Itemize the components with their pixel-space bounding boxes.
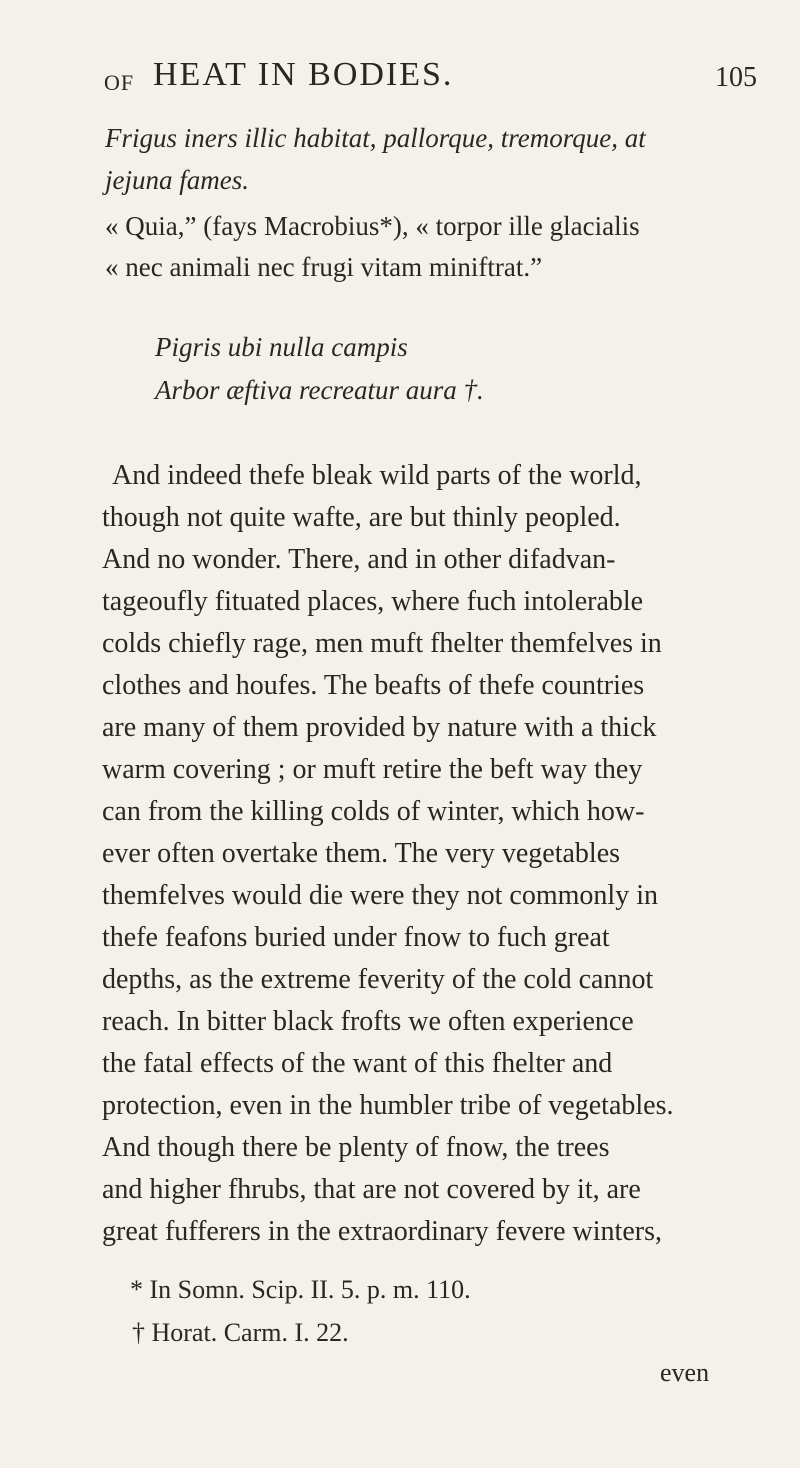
- text-line: Pigris ubi nulla campis: [155, 332, 408, 362]
- text-line: And though there be plenty of fnow, the trees: [102, 1132, 610, 1163]
- text-line: depths, as the extreme feverity of the cold cannot: [102, 964, 654, 995]
- text-line: ever often overtake them. The very vegetables: [102, 838, 621, 869]
- text-line: can from the killing colds of winter, which how-: [102, 796, 645, 827]
- footnote: † Horat. Carm. I. 22.: [132, 1318, 349, 1347]
- text-line: colds chiefly rage, men muft fhelter themfelves in: [102, 628, 662, 659]
- text-line: « Quia,” (fays Macrobius*), « torpor ille glacialis: [105, 211, 640, 241]
- footnote: * In Somn. Scip. II. 5. p. m. 110.: [130, 1275, 471, 1304]
- text-line: great fufferers in the extraordinary fevere winters,: [102, 1216, 662, 1247]
- text-line: are many of them provided by nature with a thick: [102, 712, 657, 743]
- text-line: And indeed thefe bleak wild parts of the world,: [112, 460, 642, 491]
- text-line: And no wonder. There, and in other difadvan-: [102, 544, 616, 575]
- text-line: clothes and houfes. The beafts of thefe countries: [102, 670, 645, 701]
- catchword: even: [660, 1358, 710, 1387]
- text-line: « nec animali nec frugi vitam miniftrat.”: [105, 252, 543, 282]
- text-line: tageoufly fituated places, where fuch intolerable: [102, 586, 644, 617]
- text-line: the fatal effects of the want of this fhelter and: [102, 1048, 613, 1079]
- text-line: warm covering ; or muft retire the beft way they: [102, 754, 643, 785]
- header-title: HEAT IN BODIES.: [153, 56, 454, 93]
- text-line: protection, even in the humbler tribe of vegetables.: [102, 1090, 674, 1121]
- text-line: thefe feafons buried under fnow to fuch great: [102, 922, 610, 953]
- text-line: themfelves would die were they not commonly in: [102, 880, 658, 911]
- text-line: jejuna fames.: [105, 165, 249, 195]
- header-prefix: OF: [104, 70, 135, 95]
- text-line: Arbor æftiva recreatur aura †.: [155, 375, 484, 405]
- page-number: 105: [715, 62, 757, 93]
- text-line: and higher fhrubs, that are not covered by it, are: [102, 1174, 641, 1205]
- text-line: though not quite wafte, are but thinly peopled.: [102, 502, 621, 533]
- text-line: Frigus iners illic habitat, pallorque, tremorque, at: [105, 123, 646, 153]
- text-line: reach. In bitter black frofts we often experience: [102, 1006, 634, 1037]
